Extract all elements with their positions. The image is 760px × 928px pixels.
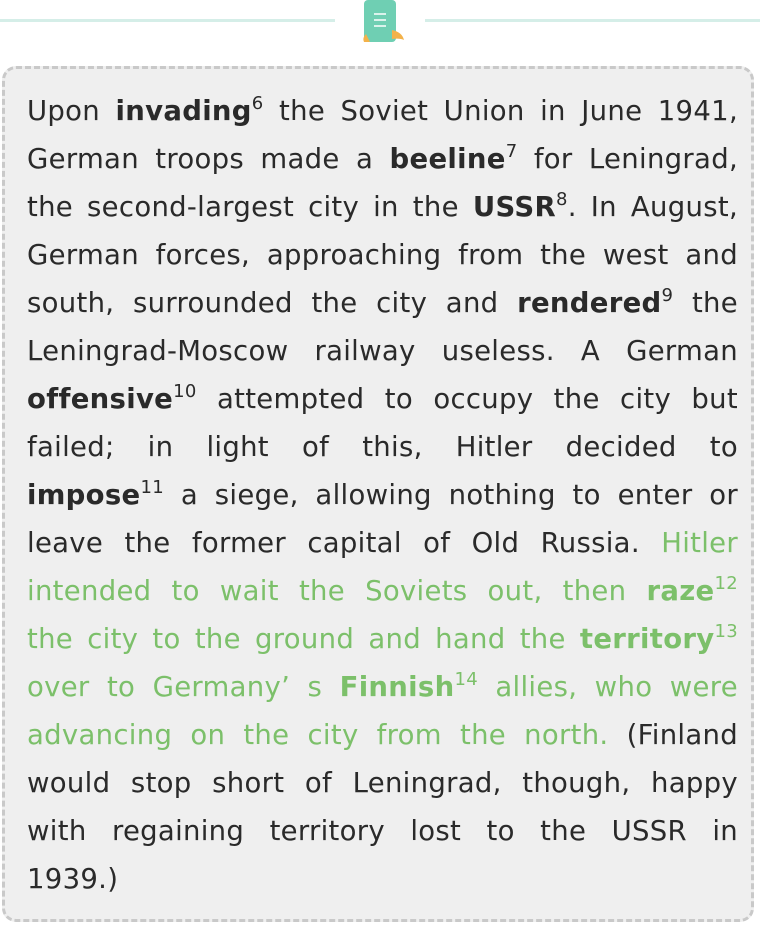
text-segment: (Finland [608,719,738,751]
text-segment: Hitler [661,527,738,559]
text-line [27,663,738,711]
text-line [27,519,738,567]
text-segment: German troops made a [27,143,390,175]
vocab-word: raze [646,575,715,607]
text-line [27,231,738,279]
footnote-number: 11 [140,477,164,498]
vocab-word: USSR [472,191,556,223]
header-divider-left [0,19,335,22]
text-segment: failed; in light of this, Hitler decided to [27,431,738,463]
footnote-number: 10 [173,381,197,402]
text-segment: south, surrounded the city and [27,287,518,319]
vocab-word: rendered [517,287,662,319]
text-segment: Leningrad-Moscow railway useless. A German [27,335,738,367]
footnote-number: 7 [505,141,518,162]
text-segment: with regaining territory lost to the USSR in [27,815,738,847]
text-segment: for Leningrad, [517,143,738,175]
text-segment: Upon [27,95,116,127]
text-line [27,279,738,327]
footnote-number: 12 [714,573,738,594]
text-segment: 1939.) [27,863,119,895]
text-line [27,183,738,231]
text-segment: intended to wait the Soviets out, then [27,575,647,607]
footnote-number: 14 [454,669,478,690]
text-line [27,375,738,423]
footnote-number: 9 [661,285,674,306]
text-segment: the Soviet Union in June 1941, [263,95,738,127]
footnote-number: 13 [714,621,738,642]
text-line [27,855,738,903]
text-segment: German forces, approaching from the west and [27,239,738,271]
text-line [27,759,738,807]
vocab-word: impose [27,479,141,511]
passage-text [27,87,738,903]
text-segment: advancing on the city from the north. [27,719,609,751]
text-segment: attempted to occupy the city but [196,383,738,415]
text-line [27,471,738,519]
text-segment: a siege, allowing nothing to enter or [164,479,738,511]
text-line [27,135,738,183]
text-segment: the city to the ground and hand the [27,623,580,655]
text-segment: the [673,287,738,319]
text-segment: would stop short of Leningrad, though, happy [27,767,738,799]
text-line [27,327,738,375]
header-divider-right [425,19,760,22]
vocab-word: Finnish [339,671,455,703]
footnote-number: 8 [555,189,568,210]
text-segment: the second-largest city in the [27,191,473,223]
text-line [27,807,738,855]
text-line [27,711,738,759]
vocab-word: offensive [27,383,174,415]
footnote-number: 6 [251,93,264,114]
vocab-word: beeline [389,143,506,175]
section-header [0,0,760,60]
vocab-word: territory [579,623,715,655]
text-segment: allies, who were [477,671,738,703]
text-line [27,615,738,663]
text-segment: . In August, [567,191,738,223]
text-line [27,87,738,135]
text-segment: leave the former capital of Old Russia. [27,527,662,559]
passage-card [2,66,754,922]
text-line [27,567,738,615]
vocab-word: invading [115,95,252,127]
text-line [27,423,738,471]
text-segment: over to Germany’ s [27,671,340,703]
scroll-icon [356,0,408,46]
